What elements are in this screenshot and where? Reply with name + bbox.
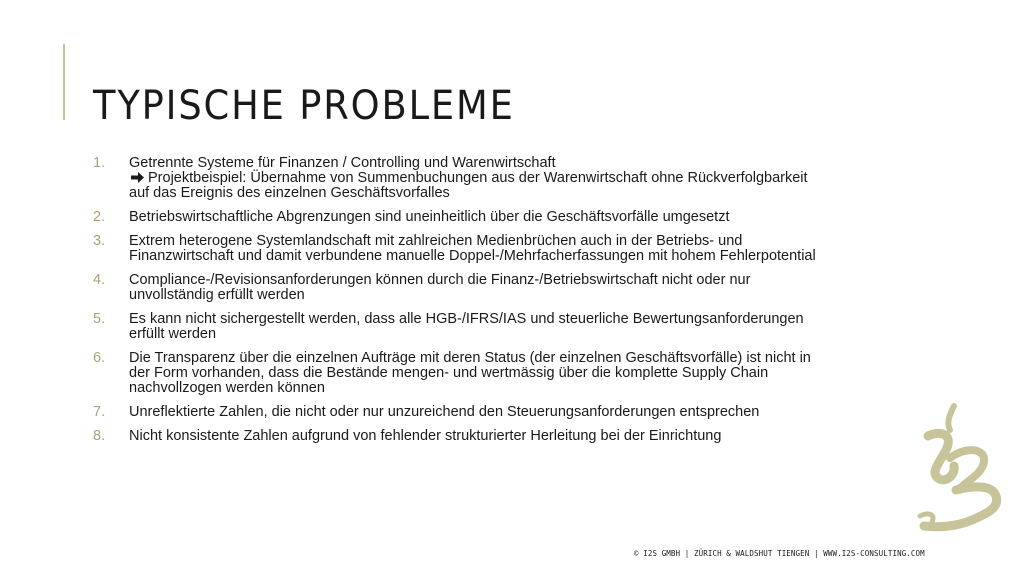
item-number: 7. (93, 404, 106, 420)
list-item (93, 312, 913, 342)
item-number: 5. (93, 311, 106, 327)
item-line: Unreflektierte Zahlen, die nicht oder nur unzureichend den Steuerungsanforderungen entsprechen (129, 404, 760, 420)
i2s-logo (910, 400, 1014, 540)
right-arrow-icon (131, 171, 144, 186)
item-line-text: Projektbeispiel: Übernahme von Summenbuchungen aus der Warenwirtschaft ohne Rückverfolgbarkeit (148, 170, 808, 186)
item-text (129, 210, 913, 225)
item-line: Es kann nicht sichergestellt werden, dass alle HGB-/IFRS/IAS und steuerliche Bewertungsanforderungen (129, 311, 804, 327)
item-line: Compliance-/Revisionsanforderungen können durch die Finanz-/Betriebswirtschaft nicht oder nur (129, 272, 751, 288)
item-line: Finanzwirtschaft und damit verbundene manuelle Doppel-/Mehrfacherfassungen mit hohem Fehlerpotential (129, 248, 816, 264)
item-number: 2. (93, 209, 106, 225)
item-line: auf das Ereignis des einzelnen Geschäftsvorfalles (129, 185, 450, 201)
item-line: nachvollzogen werden können (129, 380, 325, 396)
list-item (93, 351, 913, 396)
item-line: Getrennte Systeme für Finanzen / Controlling und Warenwirtschaft (129, 155, 556, 171)
item-text (129, 156, 913, 201)
item-text (129, 429, 913, 444)
item-text (129, 405, 913, 420)
problem-list (93, 156, 913, 453)
item-line: der Form vorhanden, dass die Bestände mengen- und wertmässig über die komplette Supply Chain (129, 365, 769, 381)
item-line: erfüllt werden (129, 326, 217, 342)
slide-title: TYPISCHE PROBLEME (93, 83, 515, 129)
item-text (129, 351, 913, 396)
item-number: 1. (93, 155, 106, 171)
footer-text: © I2S GMBH | ZÜRICH & WALDSHUT TIENGEN | WWW.I2S-CONSULTING.COM (634, 549, 925, 558)
item-line: Extrem heterogene Systemlandschaft mit zahlreichen Medienbrüchen auch in der Betriebs- und (129, 233, 743, 249)
item-number: 3. (93, 233, 106, 249)
item-line: Betriebswirtschaftliche Abgrenzungen sind uneinheitlich über die Geschäftsvorfälle umgesetzt (129, 209, 730, 225)
list-item (93, 273, 913, 303)
item-number: 8. (93, 428, 106, 444)
list-item (93, 405, 913, 420)
item-line: unvollständig erfüllt werden (129, 287, 305, 303)
list-item (93, 234, 913, 264)
item-text (129, 312, 913, 342)
accent-bar (63, 44, 65, 120)
item-line: Die Transparenz über die einzelnen Aufträge mit deren Status (der einzelnen Geschäftsvorfälle) ist nicht in (129, 350, 811, 366)
list-item (93, 156, 913, 201)
item-line-with-arrow (129, 171, 913, 186)
item-text (129, 234, 913, 264)
list-item (93, 429, 913, 444)
list-item (93, 210, 913, 225)
item-number: 6. (93, 350, 106, 366)
item-number: 4. (93, 272, 106, 288)
item-line: Nicht konsistente Zahlen aufgrund von fehlender strukturierter Herleitung bei der Einrichtung (129, 428, 722, 444)
item-text (129, 273, 913, 303)
